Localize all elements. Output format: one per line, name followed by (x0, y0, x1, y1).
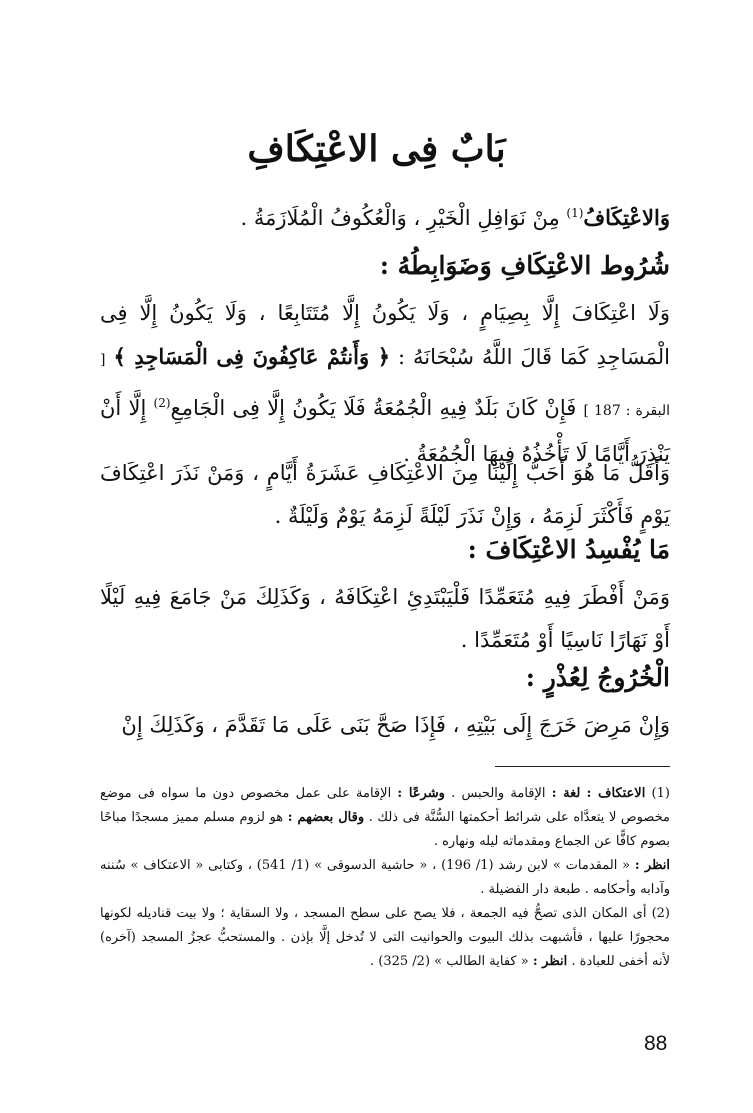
footnote-mark-2: (2) (153, 396, 171, 410)
footnote-1-see-label: انظر : (634, 858, 670, 873)
section-heading-exit-excuse: الْخُرُوجُ لِعُذْرٍ : (525, 663, 670, 692)
footnote-1 (100, 782, 670, 902)
invalidators-paragraph: وَمَنْ أَفْطَرَ فِيهِ مُتَعَمِّدًا فَلْيَبْتَدِئِ اعْتِكَافَهُ ، وَكَذَلِكَ مَنْ جَامَعَ فِيهِ لَيْلًا أَوْ نَهَارًا نَاسِيًا أَوْ مُتَعَمِّدًا . (100, 585, 670, 652)
conditions-paragraph-2: وَأَقَلُّ مَا هُوَ أَحَبُّ إِلَيْنَا مِنَ الاعْتِكَافِ عَشَرَةُ أَيَّامٍ ، وَمَنْ نَذَرَ اعْتِكَافَ يَوْمٍ فَأَكْثَرَ لَزِمَهُ ، وَإِنْ نَذَرَ لَيْلَةً لَزِمَهُ يَوْمٌ وَلَيْلَةٌ . (100, 461, 670, 528)
intro-term: وَالاعْتِكَافُ (583, 205, 670, 230)
section-heading-invalidators: مَا يُفْسِدُ الاعْتِكَافَ : (467, 535, 670, 564)
quran-reference: [ البقرة : 187 ] (100, 352, 670, 419)
conditions-text-a: وَلَا اعْتِكَافَ إِلَّا بِصِيَامٍ ، وَلَا يَكُونُ إِلَّا مُتَتَابِعًا ، وَلَا يَكُونُ إِلَّا فِى الْمَسَاجِدِ كَمَا قَالَ اللَّهُ سُبْحَانَهُ : (100, 301, 671, 369)
conditions-text-b: فَإِنْ كَانَ بَلَدٌ فِيهِ الْجُمُعَةُ فَلَا يَكُونُ إِلَّا فِى الْجَامِعِ (170, 396, 577, 420)
footnote-1-lang-text: الإقامة والحبس . (451, 786, 546, 801)
exit-excuse-paragraph: وَإِنْ مَرِضَ خَرَجَ إِلَى بَيْتِهِ ، فَإِذَا صَحَّ بَنَى عَلَى مَا تَقَدَّمَ ، وَكَذَلِكَ إِنْ (121, 713, 670, 737)
footnote-1-shar-label: وشرعًا : (397, 786, 445, 801)
footnote-1-number: (1) (651, 786, 670, 801)
footnote-2-number: (2) (651, 906, 670, 921)
footnote-1-lang-label: لغة : (551, 786, 581, 801)
footnote-2 (100, 902, 670, 974)
footnote-1-qaala-text: هو لزوم مسلم مميز مسجدًا مباحًا بصوم كافًّا عن الجماع ومقدماته ليله ونهاره . (100, 810, 670, 849)
intro-paragraph (100, 192, 670, 240)
footnote-1-shar-text: الإقامة على عمل مخصوص دون ما سواه فى موضع مخصوص لا يتعدَّاه على شرائط أحكمتها السُّنَّة فى ذلك . (100, 786, 670, 825)
conditions-text-c: إِلَّا أَنْ يَنْذِرَ أَيَّامًا لَا تَأْخُذُهُ فِيهَا الْجُمُعَةُ . (100, 396, 670, 466)
footnote-2-text: أى المكان الذى تصحُّ فيه الجمعة ، فلا يصح على سطح المسجد ، ولا السقاية ؛ ولا بيت قناديله لكونها محجورًا عليها ، فأشبهت بذلك البيوت والحوانيت التى لا تُدخل إلَّا بإذن . والمستحبُّ عجزُ المسجد (آخره) لأنه أخفى للعبادة . (100, 906, 670, 969)
footnote-1-qaala-label: وقال بعضهم : (287, 810, 365, 825)
footnote-2-see-label: انظر : (532, 954, 568, 969)
footnote-2-see-text: « كفاية الطالب » (2/ 325) . (369, 954, 529, 969)
footnote-1-see-text: « المقدمات » لابن رشد (1/ 196) ، « حاشية الدسوقى » (1/ 541) ، وكتابى « الاعتكاف » سُننه وآدابه وأحكامه . طبعة دار الفضيلة . (100, 858, 670, 897)
conditions-paragraph-1 (100, 292, 670, 476)
intro-text: مِنْ نَوَافِلِ الْخَيْرِ ، وَالْعُكُوفُ الْمُلَازَمَةُ . (240, 206, 560, 230)
footnote-1-term: الاعتكاف : (586, 786, 646, 801)
footnote-mark-1: (1) (566, 206, 584, 220)
quran-verse: ﴿ وَأَنتُمْ عَاكِفُونَ فِى الْمَسَاجِدِ ﴾ (113, 344, 391, 369)
page-number: 88 (644, 1032, 668, 1055)
footnote-separator (495, 766, 670, 767)
chapter-title: بَابٌ فِى الاعْتِكَافِ (247, 128, 506, 170)
section-heading-conditions: شُرُوط الاعْتِكَافِ وَضَوَابِطُهُ : (379, 251, 670, 280)
